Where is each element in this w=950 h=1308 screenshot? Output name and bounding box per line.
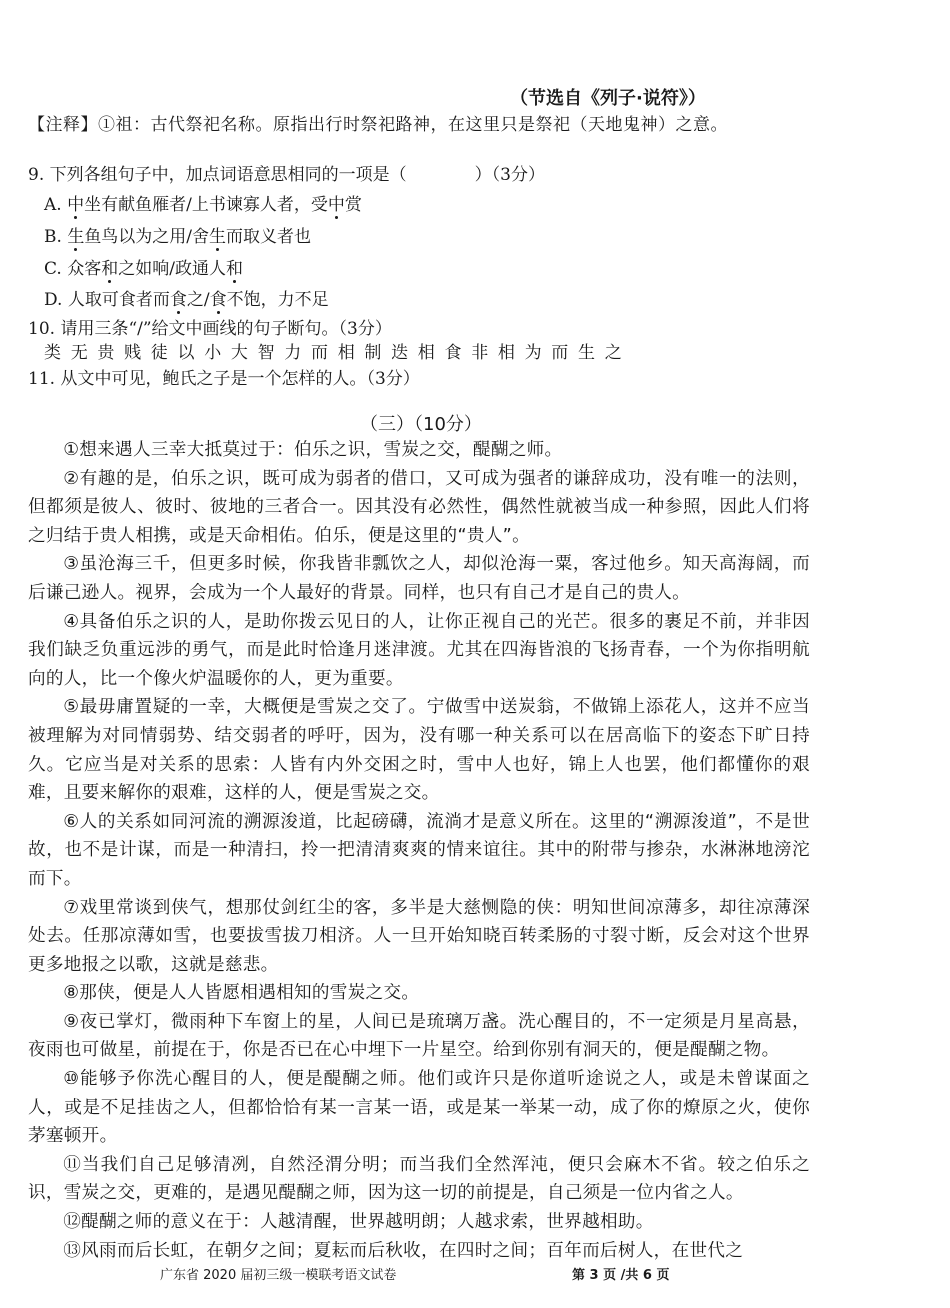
paragraph: ⑬风雨而后长虹，在朝夕之间；夏耘而后秋收，在四时之间；百年而后树人，在世代之 [63,1240,744,1261]
option-text: 坐有献鱼雁者/上书谏寡人者，受 [84,195,328,215]
paragraph: ④具备伯乐之识的人，是助你拨云见日的人，让你正视自己的光芒。很多的裹足不前，并非因我们缺乏负重远涉的勇气，而是此时恰逢月迷津渡。尤其在四海皆浪的飞扬青春，一个为你指明航向的人，比一个像火炉温暖你的人，更为重要。 [28,611,810,689]
annotation-note: 【注释】①祖：古代祭祀名称。原指出行时祭祀路神，在这里只是祭祀（天地鬼神）之意。 [28,115,728,135]
paragraph: ⑤最毋庸置疑的一幸，大概便是雪炭之交了。宁做雪中送炭翁，不做锦上添花人，这并不应当被理解为对同情弱势、结交弱者的呼吁，因为，没有哪一种关系可以在居高临下的姿态下旷日持久。它应当是对关系的思索：人皆有内外交困之时，雪中人也好，锦上人也罢，他们都懂你的艰难，且要来解你的艰难，这样的人，便是雪炭之交。 [28,697,810,804]
option-text: C. 众客 [44,259,102,279]
option-text: D. 人取可食者而 [44,290,170,310]
paragraph: ⑩能够予你洗心醒目的人，便是醍醐之师。他们或许只是你道听途说之人，或是未曾谋面之人，或是不足挂齿之人，但都恰恰有某一言某一语，或是某一举某一动，成了你的燎原之火，使你茅塞顿开。 [28,1069,810,1147]
paragraph: ③虽沧海三千，但更多时候，你我皆非瓢饮之人，却似沧海一粟，客过他乡。知天高海阔，而后谦己逊人。视界，会成为一个人最好的背景。同样，也只有自己才是自己的贵人。 [28,554,810,603]
dotted-word: 食 [170,285,187,310]
option-text: A. [44,195,68,215]
dotted-word: 和 [101,254,118,279]
option-text: B. [44,227,68,247]
paragraph: ⑥人的关系如同河流的溯源浚道，比起磅礴，流淌才是意义所在。这里的“溯源浚道”，不是世故，也不是计谋，而是一种清扫，拎一把清清爽爽的情来谊往。其中的附带与掺杂，水淋淋地滂沱而下。 [28,811,810,889]
paragraph: ⑦戏里常谈到侠气，想那仗剑红尘的客，多半是大慈恻隐的侠：明知世间凉薄多，却往凉薄深处去。任那凉薄如雪，也要拔雪拔刀相济。人一旦开始知晓百转柔肠的寸裂寸断，反会对这个世界更多地报之以歌，这就是慈悲。 [28,897,810,975]
question-10-sentence: 类无贵贱徒以小大智力而相制迭相食非相为而生之 [44,343,632,363]
question-9-stem: 9. 下列各组句子中，加点词语意思相同的一项是（ ）（3分） [28,165,545,185]
paragraph: ⑨夜已掌灯，微雨种下车窗上的星，人间已是琉璃万盏。洗心醒目的，不一定须是月星高悬，夜雨也可做星，前提在于，你是否已在心中埋下一片星空。给到你别有洞天的，便是醍醐之物。 [28,1011,810,1061]
dotted-word: 生 [67,222,84,247]
paragraph: ⑫醍醐之师的意义在于：人越清醒，世界越明朗；人越求索，世界越相助。 [63,1212,654,1233]
source-citation: （节选自《列子·说符》） [510,88,706,109]
question-9-option-a [44,190,362,215]
question-9-option-d [44,285,329,310]
footer-page-number: 第 3 页 /共 6 页 [572,1268,670,1283]
option-text: 鱼鸟以为之用/舍 [84,227,210,247]
dotted-word: 中 [328,190,345,215]
question-11-stem: 11. 从文中可见，鲍氏之子是一个怎样的人。（3分） [28,369,420,389]
section-title: （三）（10分） [360,414,482,435]
option-text: 而取义者也 [226,227,312,247]
option-text: 之如响/政通人 [118,259,226,279]
paragraph: ⑪当我们自己足够清冽，自然泾渭分明；而当我们全然浑沌，便只会麻木不省。较之伯乐之识，雪炭之交，更难的，是遇见醍醐之师，因为这一切的前提是，自己须是一位内省之人。 [28,1154,810,1204]
question-9-option-c [44,254,243,279]
question-9-option-b [44,222,311,247]
paragraph: ①想来遇人三幸大抵莫过于：伯乐之识，雪炭之交，醍醐之师。 [63,440,563,460]
dotted-word: 和 [226,254,243,279]
dotted-word: 中 [67,190,84,215]
dotted-word: 食 [210,285,227,310]
paragraph: ⑧那侠，便是人人皆愿相遇相知的雪炭之交。 [63,983,420,1004]
option-text: 赏 [344,195,362,215]
option-text: 之/ [186,290,210,310]
option-text: 不饱，力不足 [226,290,329,310]
essay-body [28,436,810,1265]
question-10-stem: 10. 请用三条“/”给文中画线的句子断句。（3分） [28,319,392,339]
paragraph: ②有趣的是，伯乐之识，既可成为弱者的借口，又可成为强者的谦辞成功，没有唯一的法则，但都须是彼人、彼时、彼地的三者合一。因其没有必然性，偶然性就被当成一种参照，因此人们将之归结于贵人相携，或是天命相佑。伯乐，便是这里的“贵人”。 [28,468,810,546]
footer-exam-title: 广东省 2020 届初三级一模联考语文试卷 [160,1268,397,1283]
dotted-word: 生 [209,222,226,247]
